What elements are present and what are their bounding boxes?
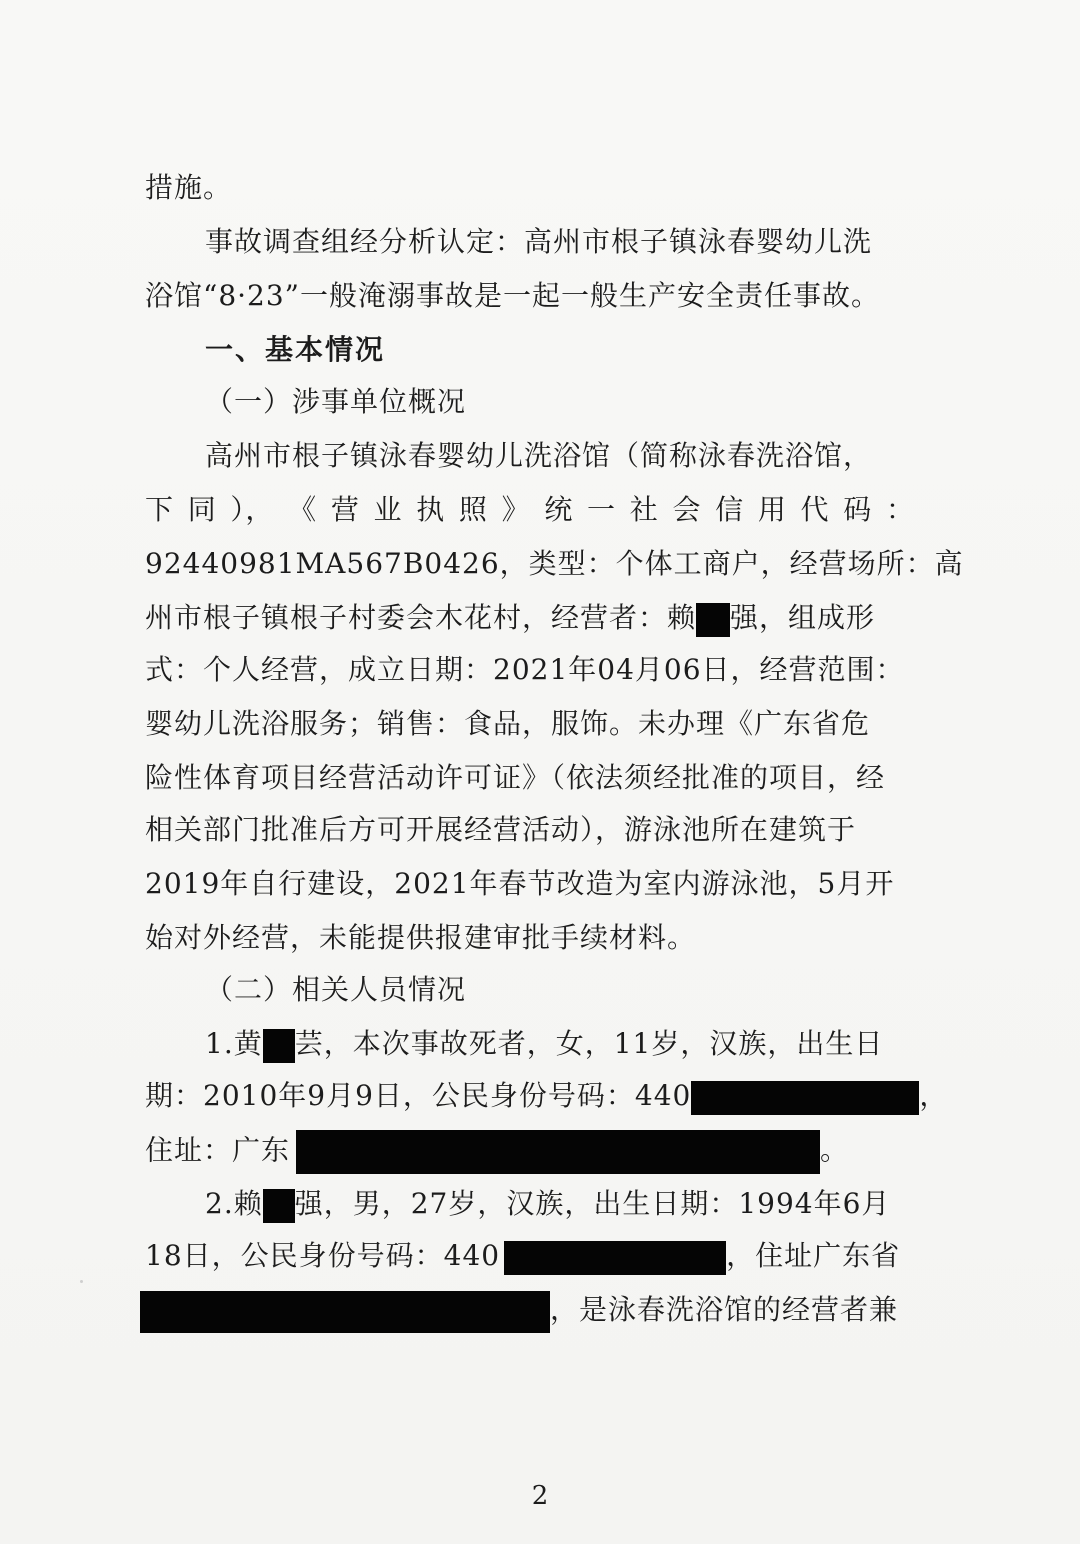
text-fragment: 。 [820,1133,850,1167]
redaction-box [504,1241,726,1275]
text-fragment: ，住址广东省 [726,1239,901,1272]
text-fragment: 期：2010年9月9日，公民身份号码：440 [145,1079,692,1112]
paragraph-line [205,1024,915,1064]
text-fragment: 同 [187,493,217,526]
paragraph-line [145,598,915,638]
text-fragment: 《 [288,493,318,526]
text-fragment: 1.黄 [205,1027,263,1060]
paragraph-line: 措施。 [145,171,233,204]
text-fragment: 强，男，27岁，汉族，出生日期：1994年6月 [294,1187,891,1220]
paragraph-line: 险性体育项目经营活动许可证》（依法须经批准的项目，经 [145,761,886,794]
text-fragment: 信 [715,493,745,526]
paragraph-line: 始对外经营，未能提供报建审批手续材料。 [145,921,697,954]
paragraph-line: 事故调查组经分析认定：高州市根子镇泳春婴幼儿洗 [205,225,873,258]
text-fragment: ， [919,1079,949,1112]
subsection-heading: （二）相关人员情况 [205,973,467,1006]
text-fragment: 代 [800,493,830,526]
text-fragment: 2.赖 [205,1187,263,1220]
text-fragment: ： [885,493,915,526]
text-fragment: 会 [672,493,702,526]
text-fragment: 统 [544,493,574,526]
section-heading: 一、基本情况 [205,333,386,366]
paragraph-line [145,1130,915,1170]
page-number: 2 [531,1481,549,1511]
redaction-box [691,1081,919,1115]
paragraph-line: 92440981MA567B0426，类型：个体工商户，经营场所：高 [145,547,964,580]
text-fragment: 强，组成形 [730,601,876,634]
paragraph-line: 高州市根子镇泳春婴幼儿洗浴馆（简称泳春洗浴馆， [205,439,873,472]
redaction-box [140,1291,550,1333]
paragraph-line: 式：个人经营，成立日期：2021年04月06日，经营范围： [145,653,905,686]
text-fragment: 》 [501,493,531,526]
paragraph-line [145,1076,949,1116]
paragraph-line [145,1236,915,1276]
paragraph-line: 2019年自行建设，2021年春节改造为室内游泳池，5月开 [145,867,895,900]
text-fragment: ，是泳春洗浴馆的经营者兼 [550,1293,899,1326]
scan-speck [80,1280,83,1283]
text-fragment: 照 [458,493,488,526]
paragraph-line: 相关部门批准后方可开展经营活动），游泳池所在建筑于 [145,813,857,846]
text-fragment: 执 [416,493,446,526]
paragraph-line [205,1184,915,1224]
text-fragment: 社 [629,493,659,526]
text-fragment: 芸，本次事故死者，女，11岁，汉族，出生日 [294,1027,884,1060]
text-fragment: ）， [230,493,275,526]
redaction-box [696,603,730,637]
text-fragment: 州市根子镇根子村委会木花村，经营者：赖 [145,601,697,634]
redaction-box [263,1189,295,1223]
text-fragment: 下 [145,493,175,526]
text-fragment: 用 [757,493,787,526]
text-fragment: 一 [587,493,617,526]
paragraph-line-justified [145,490,915,530]
text-fragment: 业 [373,493,403,526]
text-fragment: 码 [843,493,873,526]
subsection-heading: （一）涉事单位概况 [205,385,467,418]
text-fragment: 18日，公民身份号码：440 [145,1239,501,1272]
redaction-box [263,1029,295,1063]
text-fragment: 住址：广东 [145,1133,291,1167]
paragraph-line: 婴幼儿洗浴服务；销售：食品，服饰。未办理《广东省危 [145,707,871,740]
text-fragment: 营 [330,493,360,526]
redaction-box [296,1130,820,1174]
paragraph-line [140,1290,910,1330]
paragraph-line: 浴馆“8·23”一般淹溺事故是一起一般生产安全责任事故。 [145,279,880,312]
